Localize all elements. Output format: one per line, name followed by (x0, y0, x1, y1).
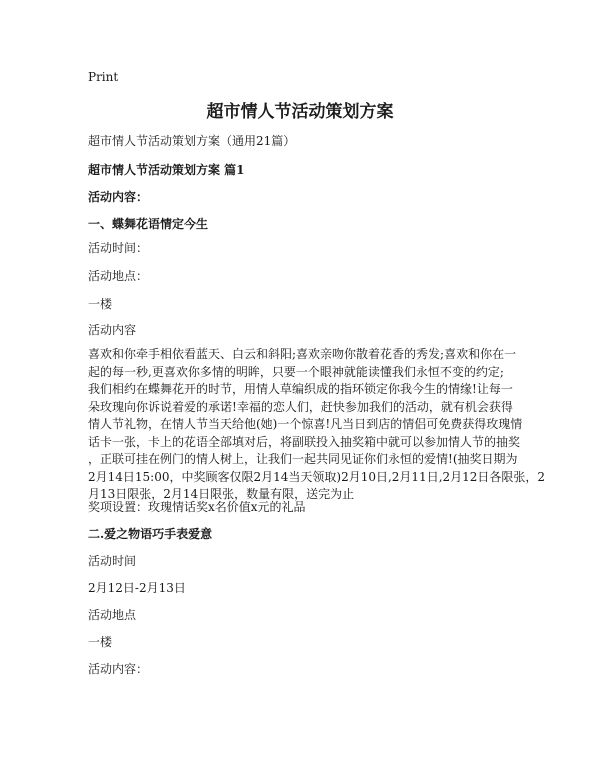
part2-content-label: 活动内容： (88, 662, 149, 676)
part2-heading: 二.爱之物语巧手表爱意 (88, 527, 213, 541)
paragraph-line: 朵玫瑰向你诉说着爱的承诺!幸福的恋人们，赶快参加我们的活动，就有机会获得 (88, 399, 513, 414)
part2-time-value: 2月12日-2月13日 (88, 581, 186, 595)
part2-place-value: 一楼 (88, 635, 113, 649)
paragraph-line: 月13日限张，2月14日限张，数量有限，送完为止 (88, 487, 355, 501)
paragraph-line: 2月14日15:00，中奖顾客仅限2月14当天领取)2月10日,2月11日,2月12日各限张，2 (88, 469, 546, 484)
part1-place-label: 活动地点： (88, 269, 149, 283)
paragraph-line: 起的每一秒,更喜欢你多情的明眸，只要一个眼神就能读懂我们永恒不变的约定; (88, 364, 504, 379)
part1-content-label: 活动内容 (88, 323, 137, 337)
part2-time-label: 活动时间 (88, 554, 137, 568)
part2-place-label: 活动地点 (88, 608, 137, 622)
paragraph-line: 情人节礼物，在情人节当天给他(她)一个惊喜!凡当日到店的情侣可免费获得玫瑰情 (88, 417, 523, 431)
paragraph-line: 话卡一张，卡上的花语全部填对后，将副联投入抽奖箱中就可以参加情人节的抽奖 (88, 434, 521, 449)
document-subtitle: 超市情人节活动策划方案（通用21篇） (88, 134, 296, 148)
part1-time-label: 活动时间： (88, 241, 149, 255)
paragraph-line: 喜欢和你牵手相依看蓝天、白云和斜阳;喜欢亲吻你散着花香的秀发;喜欢和你在一 (88, 347, 517, 361)
prize-line: 奖项设置：玫瑰情话奖x名价值x元的礼品 (88, 500, 306, 514)
section-heading: 超市情人节活动策划方案 篇1 (88, 163, 245, 177)
paragraph-line: 我们相约在蝶舞花开的时节，用情人草编织成的指环锁定你我今生的情缘!让每一 (88, 382, 513, 396)
part1-place-value: 一楼 (88, 297, 113, 311)
document-title: 超市情人节活动策划方案 (206, 102, 394, 122)
activity-content-heading: 活动内容： (88, 190, 149, 204)
print-label[interactable]: Print (88, 70, 119, 84)
part1-paragraph (88, 346, 546, 504)
paragraph-line: ，正联可挂在例门的情人树上，让我们一起共同见证你们永恒的爱情!(抽奖日期为 (88, 452, 518, 466)
part1-heading: 一、蝶舞花语情定今生 (88, 217, 209, 231)
